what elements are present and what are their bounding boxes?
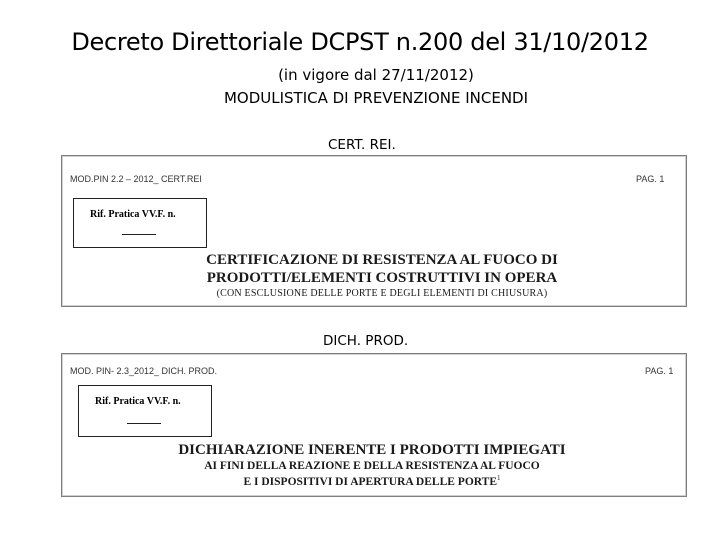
validity-subtitle: (in vigore dal 27/11/2012) — [278, 66, 474, 84]
section-label-dich-prod: DICH. PROD. — [323, 333, 409, 349]
mod-code: MOD.PIN 2.2 – 2012_ CERT.REI — [70, 174, 202, 184]
form-heading-line2: PRODOTTI/ELEMENTI COSTRUTTIVI IN OPERA — [206, 270, 558, 286]
form-preview-dich-prod — [61, 353, 687, 497]
page-number: PAG. 1 — [636, 174, 665, 184]
form-heading-line1: CERTIFICAZIONE DI RESISTENZA AL FUOCO DI — [206, 252, 558, 268]
pratica-reference-box — [78, 385, 212, 437]
page-title: Decreto Direttoriale DCPST n.200 del 31/10/2012 — [71, 28, 649, 56]
form-preview-cert-rei — [61, 155, 687, 307]
pratica-reference-box — [73, 198, 207, 248]
pratica-number-line — [122, 234, 156, 235]
form-heading-line3 — [162, 474, 582, 488]
page-number: PAG. 1 — [645, 366, 674, 376]
mod-code: MOD. PIN- 2.3_2012_ DICH. PROD. — [70, 366, 218, 376]
section-label-cert-rei: CERT. REI. — [328, 137, 396, 153]
pratica-number-line — [127, 423, 161, 424]
footnote-mark: 1 — [497, 474, 501, 482]
form-heading-line3-text: E I DISPOSITIVI DI APERTURA DELLE PORTE — [243, 475, 498, 488]
form-heading-line3: (CON ESCLUSIONE DELLE PORTE E DEGLI ELEMENTI DI CHIUSURA) — [216, 288, 548, 299]
topic-subtitle: MODULISTICA DI PREVENZIONE INCENDI — [223, 89, 529, 107]
pratica-label: Rif. Pratica VV.F. n. — [95, 396, 181, 407]
pratica-label: Rif. Pratica VV.F. n. — [90, 209, 176, 220]
form-heading-line2: AI FINI DELLA REAZIONE E DELLA RESISTENZA AL FUOCO — [204, 460, 540, 472]
form-heading-line1: DICHIARAZIONE INERENTE I PRODOTTI IMPIEGATI — [178, 442, 566, 458]
